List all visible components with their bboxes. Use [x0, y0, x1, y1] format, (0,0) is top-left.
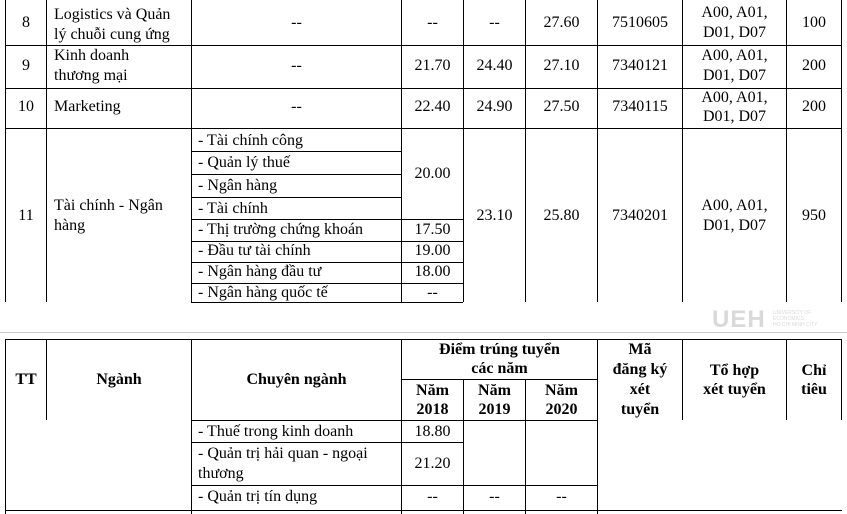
row-9-2018: 21.70 — [414, 57, 451, 74]
header-ma-l3: xét — [629, 381, 651, 398]
bottom-row-1-chuyen: - Thuế trong kinh doanh — [198, 423, 354, 440]
row-11-nganh-line1: Tài chính - Ngân — [54, 197, 163, 214]
row-9-2020: 27.10 — [543, 57, 580, 74]
row-11-ma: 7340201 — [612, 207, 668, 224]
row-11-chuyen-7: - Ngân hàng đầu tư — [198, 263, 322, 280]
row-8-ma: 7510605 — [612, 14, 668, 31]
row-11-2018-group: 20.00 — [414, 165, 451, 182]
row-10-tohop-line2: D01, D07 — [702, 108, 767, 125]
row-8-nganh-line1: Logistics và Quản — [54, 6, 171, 23]
row-11-2018-nhdt: 18.00 — [414, 263, 451, 280]
bottom-row-2-2018: 21.20 — [414, 455, 451, 472]
bottom-row-2-chuyen-l2: thương — [198, 465, 244, 482]
row-8-2019: -- — [489, 14, 500, 31]
row-11-chuyen-4: - Tài chính — [198, 200, 268, 217]
row-10-ma: 7340115 — [612, 98, 668, 115]
bottom-row-3-chuyen: - Quản trị tín dụng — [198, 488, 318, 505]
header-year-2019-l2: 2019 — [478, 401, 511, 418]
bottom-row-1-2018: 18.80 — [414, 423, 451, 440]
header-tohop-l1: Tổ hợp — [709, 362, 760, 379]
row-10-tohop-line1: A00, A01, — [701, 89, 768, 106]
row-11-chuyen-3: - Ngân hàng — [198, 177, 278, 194]
row-10-2020: 27.50 — [543, 98, 580, 115]
row-9-chuyen: -- — [291, 57, 302, 74]
ueh-logo-text: UEH — [712, 306, 766, 333]
row-11-2018-nhqt: -- — [427, 284, 438, 301]
row-11-2020: 25.80 — [543, 207, 580, 224]
row-8-chuyen: -- — [291, 14, 302, 31]
row-9-tohop-line1: A00, A01, — [701, 47, 768, 64]
row-11-2019: 23.10 — [476, 207, 513, 224]
row-11-chuyen-1: - Tài chính công — [198, 132, 304, 149]
row-9-tohop-line2: D01, D07 — [702, 67, 767, 84]
header-ma-l4: tuyển — [620, 401, 660, 418]
header-year-2020-l1: Năm — [545, 382, 578, 399]
header-diem-line2: các năm — [471, 360, 528, 377]
row-11-2018-ttck: 17.50 — [414, 221, 451, 238]
header-nganh: Ngành — [96, 371, 142, 388]
header-chitieu-l1: Chỉ — [801, 362, 827, 379]
row-9-ma: 7340121 — [612, 57, 668, 74]
row-8-tohop-line1: A00, A01, — [701, 4, 768, 21]
bottom-row-2-chuyen-l1: - Quản trị hải quan - ngoại — [198, 445, 368, 462]
row-11-tt: 11 — [18, 207, 34, 224]
row-11-chuyen-8: - Ngân hàng quốc tế — [198, 284, 328, 301]
row-8-nganh-line2: lý chuỗi cung ứng — [54, 26, 170, 43]
row-10-tt: 10 — [18, 98, 34, 115]
header-chitieu-l2: tiêu — [801, 381, 827, 398]
row-11-tohop-line1: A00, A01, — [701, 197, 768, 214]
header-ma-l1: Mã — [628, 341, 652, 358]
header-year-2019-l1: Năm — [478, 382, 511, 399]
row-8-2020: 27.60 — [543, 14, 580, 31]
header-chuyen-nganh: Chuyên ngành — [246, 371, 347, 388]
ueh-logo-sub-2: ECONOMICS — [773, 316, 804, 322]
row-10-2019: 24.90 — [476, 98, 513, 115]
header-year-2018-l1: Năm — [416, 382, 449, 399]
row-8-tt: 8 — [22, 14, 30, 31]
header-diem-line1: Điểm trúng tuyển — [439, 341, 560, 358]
row-11-tohop-line2: D01, D07 — [702, 217, 767, 234]
header-tohop-l2: xét tuyển — [703, 381, 766, 398]
row-11-nganh-line2: hàng — [54, 217, 86, 234]
bottom-row-3-2018: -- — [427, 488, 438, 505]
row-10-chitieu: 200 — [802, 98, 826, 115]
bottom-row-3-2020: -- — [556, 488, 567, 505]
row-9-tt: 9 — [22, 57, 30, 74]
row-9-chitieu: 200 — [802, 57, 826, 74]
header-tt: TT — [15, 371, 37, 388]
row-9-2019: 24.40 — [476, 57, 513, 74]
row-10-2018: 22.40 — [414, 98, 451, 115]
ueh-logo-sub-1: UNIVERSITY OF — [773, 310, 812, 316]
header-year-2020-l2: 2020 — [545, 401, 578, 418]
row-8-tohop-line2: D01, D07 — [702, 24, 767, 41]
row-11-chuyen-5: - Thị trường chứng khoán — [198, 221, 364, 238]
row-11-chitieu: 950 — [802, 207, 826, 224]
bottom-row-3-2019: -- — [489, 488, 500, 505]
row-9-nganh-line2: thương mại — [54, 67, 128, 84]
row-8-chitieu: 100 — [802, 14, 826, 31]
row-11-chuyen-2: - Quản lý thuế — [198, 154, 290, 171]
row-10-chuyen: -- — [291, 98, 302, 115]
row-10-nganh: Marketing — [54, 98, 121, 115]
row-8-2018: -- — [427, 14, 438, 31]
ueh-logo-sub-3: HO CHI MINH CITY — [773, 322, 818, 328]
header-ma-l2: đăng ký — [612, 361, 668, 378]
row-11-chuyen-6: - Đầu tư tài chính — [198, 242, 311, 259]
row-11-2018-dttc: 19.00 — [414, 242, 451, 259]
header-year-2018-l2: 2018 — [416, 401, 449, 418]
row-9-nganh-line1: Kinh doanh — [54, 47, 130, 64]
